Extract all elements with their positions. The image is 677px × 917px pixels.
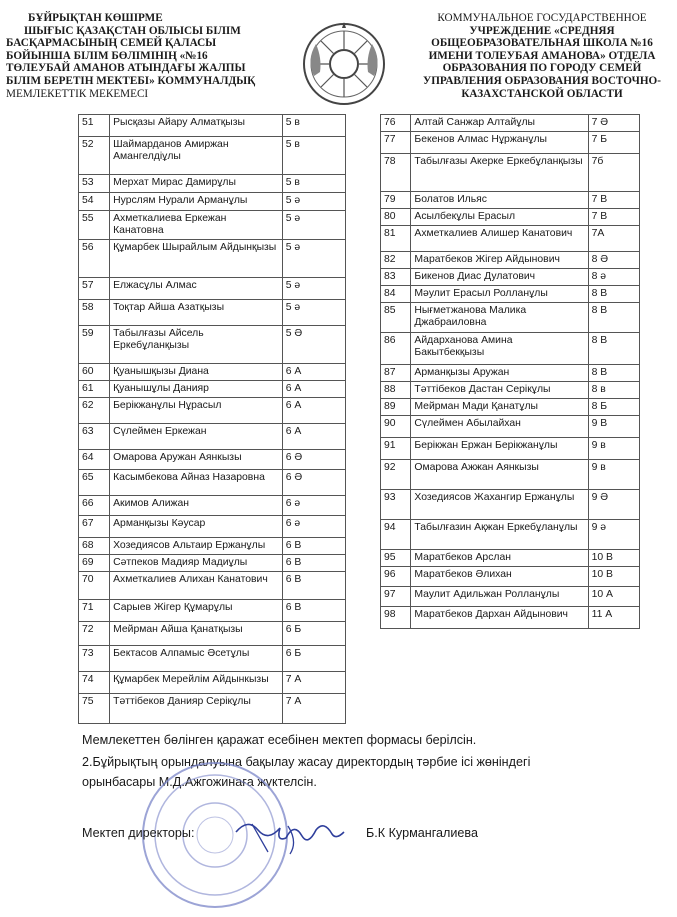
table-row: [79, 672, 346, 694]
row-number: 86: [381, 333, 411, 365]
student-name: Маратбеков Әлихан: [411, 567, 588, 587]
student-name: Сүлеймен Еркежан: [110, 424, 283, 450]
row-number: 94: [381, 520, 411, 550]
student-name: Нығметжанова Малика Джабраиловна: [411, 303, 588, 333]
student-name: Арманқызы Кәусар: [110, 516, 283, 538]
table-row: [381, 587, 640, 607]
header-ru-line: ИМЕНИ ТОЛЕУБАЯ АМАНОВА» ОТДЕЛА: [428, 49, 656, 62]
student-name: Мейрман Мади Қанатұлы: [411, 399, 588, 416]
student-name: Ахметкалиев Алихан Канатович: [110, 572, 283, 600]
row-number: 78: [381, 154, 411, 192]
table-row: [79, 300, 346, 326]
table-row: [381, 416, 640, 438]
class-grade: 7 В: [588, 209, 639, 226]
class-grade: 6 А: [282, 381, 345, 398]
table-row: [79, 694, 346, 724]
header-kz-line: МЕМЛЕКЕТТІК МЕКЕМЕСІ: [6, 87, 149, 100]
header-kz-line: БОЙЫНША БІЛІМ БӨЛІМІНІҢ «№16: [6, 49, 208, 62]
row-number: 60: [79, 364, 110, 381]
class-grade: 8 В: [588, 286, 639, 303]
table-row: [381, 226, 640, 252]
row-number: 97: [381, 587, 411, 607]
row-number: 65: [79, 470, 110, 496]
class-grade: 5 ә: [282, 193, 345, 211]
header-kz-line: ТӨЛЕУБАЙ АМАНОВ АТЫНДАҒЫ ЖАЛПЫ: [6, 62, 246, 75]
student-name: Берікжанұлы Нұрасыл: [110, 398, 283, 424]
table-row: [79, 278, 346, 300]
class-grade: 8 В: [588, 365, 639, 382]
student-name: Маратбеков Жігер Айдынович: [411, 252, 588, 269]
table-row: [381, 303, 640, 333]
row-number: 85: [381, 303, 411, 333]
table-row: [381, 333, 640, 365]
class-grade: 6 Ә: [282, 450, 345, 470]
table-row: [381, 567, 640, 587]
class-grade: 5 в: [282, 137, 345, 175]
header-russian: [412, 12, 672, 100]
student-name: Болатов Ильяс: [411, 192, 588, 209]
order-line-1: Мемлекеттен бөлінген қаражат есебінен мектеп формасы берілсін.: [82, 733, 477, 747]
table-row: [79, 211, 346, 240]
table-row: [381, 115, 640, 132]
student-name: Ахметкалиев Алишер Канатович: [411, 226, 588, 252]
table-row: [79, 538, 346, 555]
row-number: 69: [79, 555, 110, 572]
table-row: [79, 622, 346, 646]
student-name: Нурслям Нурали Арманұлы: [110, 193, 283, 211]
class-grade: 6 А: [282, 398, 345, 424]
signature-icon: [228, 812, 348, 857]
table-row: [79, 572, 346, 600]
table-row: [79, 137, 346, 175]
row-number: 76: [381, 115, 411, 132]
class-grade: 5 ә: [282, 211, 345, 240]
row-number: 52: [79, 137, 110, 175]
student-name: Арманқызы Аружан: [411, 365, 588, 382]
student-name: Бектасов Алпамыс Әсетұлы: [110, 646, 283, 672]
student-name: Сүлеймен Абылайхан: [411, 416, 588, 438]
row-number: 95: [381, 550, 411, 567]
student-name: Касымбекова Айназ Назаровна: [110, 470, 283, 496]
table-row: [79, 240, 346, 278]
table-row: [79, 115, 346, 137]
header-ru-line: УЧРЕЖДЕНИЕ «СРЕДНЯЯ: [469, 24, 615, 37]
table-row: [79, 326, 346, 364]
header-kz-line: БАСҚАРМАСЫНЫҢ СЕМЕЙ ҚАЛАСЫ: [6, 37, 217, 50]
class-grade: 7б: [588, 154, 639, 192]
header-ru-line: УПРАВЛЕНИЯ ОБРАЗОВАНИЯ ВОСТОЧНО-: [423, 74, 661, 87]
class-grade: 6 В: [282, 555, 345, 572]
table-row: [79, 646, 346, 672]
student-name: Рысқазы Айару Алматқызы: [110, 115, 283, 137]
student-table-right: [380, 114, 640, 629]
class-grade: 9 в: [588, 438, 639, 460]
table-row: [79, 364, 346, 381]
row-number: 71: [79, 600, 110, 622]
class-grade: 8 ә: [588, 269, 639, 286]
header-kz-line: ШЫҒЫС ҚАЗАҚСТАН ОБЛЫСЫ БІЛІМ: [24, 24, 241, 37]
table-row: [381, 550, 640, 567]
student-name: Сарыев Жігер Құмарұлы: [110, 600, 283, 622]
class-grade: 10 А: [588, 587, 639, 607]
student-name: Бекенов Алмас Нұржанұлы: [411, 132, 588, 154]
student-name: Табылғазин Ақжан Еркебұланұлы: [411, 520, 588, 550]
class-grade: 6 В: [282, 600, 345, 622]
table-row: [79, 193, 346, 211]
table-row: [381, 286, 640, 303]
class-grade: 6 ә: [282, 516, 345, 538]
table-row: [381, 382, 640, 399]
row-number: 91: [381, 438, 411, 460]
row-number: 57: [79, 278, 110, 300]
class-grade: 8 в: [588, 382, 639, 399]
row-number: 75: [79, 694, 110, 724]
class-grade: 7 В: [588, 192, 639, 209]
table-row: [381, 399, 640, 416]
student-name: Мерхат Мирас Дамирұлы: [110, 175, 283, 193]
student-name: Алтай Санжар Алтайұлы: [411, 115, 588, 132]
row-number: 53: [79, 175, 110, 193]
table-row: [381, 607, 640, 629]
row-number: 62: [79, 398, 110, 424]
row-number: 70: [79, 572, 110, 600]
row-number: 80: [381, 209, 411, 226]
row-number: 59: [79, 326, 110, 364]
class-grade: 5 Ә: [282, 326, 345, 364]
class-grade: 7 Ә: [588, 115, 639, 132]
class-grade: 7 А: [282, 672, 345, 694]
header-ru-line: КАЗАХСТАНСКОЙ ОБЛАСТИ: [461, 87, 623, 100]
class-grade: 5 в: [282, 175, 345, 193]
student-name: Сәтпеков Мадияр Мадиұлы: [110, 555, 283, 572]
row-number: 68: [79, 538, 110, 555]
table-row: [381, 460, 640, 490]
table-row: [79, 555, 346, 572]
header-ru-line: ОБЩЕОБРАЗОВАТЕЛЬНАЯ ШКОЛА №16: [431, 37, 653, 50]
class-grade: 6 Ә: [282, 470, 345, 496]
table-row: [79, 470, 346, 496]
row-number: 74: [79, 672, 110, 694]
table-row: [381, 438, 640, 460]
table-row: [381, 365, 640, 382]
student-table-left: [78, 114, 346, 724]
class-grade: 6 Б: [282, 622, 345, 646]
class-grade: 5 ә: [282, 240, 345, 278]
table-row: [381, 520, 640, 550]
header-ru-line: КОММУНАЛЬНОЕ ГОСУДАРСТВЕННОЕ: [437, 12, 647, 24]
table-row: [79, 381, 346, 398]
table-row: [381, 269, 640, 286]
class-grade: 10 В: [588, 567, 639, 587]
student-name: Омарова Ажжан Аянкызы: [411, 460, 588, 490]
class-grade: 7 Б: [588, 132, 639, 154]
row-number: 72: [79, 622, 110, 646]
row-number: 67: [79, 516, 110, 538]
row-number: 54: [79, 193, 110, 211]
order-line-3: орынбасары М.Д.Ажгожинаға жүктелсін.: [82, 775, 317, 789]
order-line-2: 2.Бұйрықтың орындалуына бақылау жасау директордың тәрбие ісі жөніндегі: [82, 755, 531, 769]
student-name: Тоқтар Айша Азатқызы: [110, 300, 283, 326]
director-label: Мектеп директоры:: [82, 826, 195, 840]
class-grade: 8 В: [588, 303, 639, 333]
student-name: Мәулит Ерасыл Ролланұлы: [411, 286, 588, 303]
row-number: 61: [79, 381, 110, 398]
row-number: 79: [381, 192, 411, 209]
class-grade: 5 в: [282, 115, 345, 137]
table-row: [79, 175, 346, 193]
class-grade: 6 А: [282, 424, 345, 450]
row-number: 66: [79, 496, 110, 516]
student-name: Хозедиясов Жахангир Ержанұлы: [411, 490, 588, 520]
table-row: [79, 424, 346, 450]
table-row: [381, 192, 640, 209]
class-grade: 11 А: [588, 607, 639, 629]
class-grade: 9 Ә: [588, 490, 639, 520]
row-number: 96: [381, 567, 411, 587]
student-name: Мейрман Айша Қанатқызы: [110, 622, 283, 646]
table-row: [79, 600, 346, 622]
class-grade: 9 ә: [588, 520, 639, 550]
table-row: [79, 496, 346, 516]
class-grade: 9 В: [588, 416, 639, 438]
row-number: 82: [381, 252, 411, 269]
student-name: Шаймарданов Амиржан Амангелдіұлы: [110, 137, 283, 175]
header-kz-line: БҰЙРЫҚТАН КӨШІРМЕ: [28, 12, 163, 24]
row-number: 87: [381, 365, 411, 382]
student-name: Айдарханова Амина Бакытбекқызы: [411, 333, 588, 365]
student-name: Маратбеков Дархан Айдынович: [411, 607, 588, 629]
table-row: [79, 516, 346, 538]
student-name: Құмарбек Мерейлім Айдынкызы: [110, 672, 283, 694]
student-name: Хозедиясов Альтаир Ержанұлы: [110, 538, 283, 555]
class-grade: 6 А: [282, 364, 345, 381]
student-name: Тәттібеков Дастан Серікұлы: [411, 382, 588, 399]
row-number: 90: [381, 416, 411, 438]
row-number: 84: [381, 286, 411, 303]
class-grade: 8 Б: [588, 399, 639, 416]
student-name: Табылғазы Айсель Еркебұланқызы: [110, 326, 283, 364]
row-number: 98: [381, 607, 411, 629]
class-grade: 5 ә: [282, 278, 345, 300]
class-grade: 6 ә: [282, 496, 345, 516]
class-grade: 7А: [588, 226, 639, 252]
table-row: [381, 132, 640, 154]
row-number: 51: [79, 115, 110, 137]
row-number: 56: [79, 240, 110, 278]
class-grade: 8 В: [588, 333, 639, 365]
class-grade: 6 Б: [282, 646, 345, 672]
row-number: 89: [381, 399, 411, 416]
class-grade: 6 В: [282, 538, 345, 555]
row-number: 93: [381, 490, 411, 520]
student-name: Табылғазы Акерке Еркебұланқызы: [411, 154, 588, 192]
director-name: Б.К Курмангалиева: [366, 826, 478, 840]
student-name: Бикенов Диас Дулатович: [411, 269, 588, 286]
class-grade: 6 В: [282, 572, 345, 600]
student-name: Тәттібеков Данияр Серікұлы: [110, 694, 283, 724]
table-row: [381, 154, 640, 192]
table-row: [381, 490, 640, 520]
row-number: 73: [79, 646, 110, 672]
row-number: 64: [79, 450, 110, 470]
row-number: 83: [381, 269, 411, 286]
row-number: 88: [381, 382, 411, 399]
table-row: [381, 252, 640, 269]
student-name: Маратбеков Арслан: [411, 550, 588, 567]
row-number: 63: [79, 424, 110, 450]
class-grade: 8 Ә: [588, 252, 639, 269]
student-name: Акимов Алижан: [110, 496, 283, 516]
state-emblem-icon: [300, 20, 388, 108]
class-grade: 10 В: [588, 550, 639, 567]
student-name: Елжасұлы Алмас: [110, 278, 283, 300]
class-grade: 5 ә: [282, 300, 345, 326]
class-grade: 9 в: [588, 460, 639, 490]
student-name: Асылбекұлы Ерасыл: [411, 209, 588, 226]
row-number: 58: [79, 300, 110, 326]
class-grade: 7 А: [282, 694, 345, 724]
header-ru-line: ОБРАЗОВАНИЯ ПО ГОРОДУ СЕМЕЙ: [442, 62, 642, 75]
student-name: Омарова Аружан Аянкызы: [110, 450, 283, 470]
row-number: 77: [381, 132, 411, 154]
table-row: [79, 398, 346, 424]
student-name: Қуанышқызы Диана: [110, 364, 283, 381]
student-name: Ахметкалиева Еркежан Канатовна: [110, 211, 283, 240]
student-name: Берікжан Ержан Берікжанұлы: [411, 438, 588, 460]
student-name: Құмарбек Шырайлым Айдынқызы: [110, 240, 283, 278]
student-name: Қуанышұлы Данияр: [110, 381, 283, 398]
row-number: 81: [381, 226, 411, 252]
table-row: [381, 209, 640, 226]
header-kz-line: БІЛІМ БЕРЕТІН МЕКТЕБІ» КОММУНАЛДЫҚ: [6, 74, 256, 87]
student-name: Маулит Адильжан Ролланұлы: [411, 587, 588, 607]
row-number: 55: [79, 211, 110, 240]
header-kazakh: [6, 12, 296, 100]
row-number: 92: [381, 460, 411, 490]
table-row: [79, 450, 346, 470]
